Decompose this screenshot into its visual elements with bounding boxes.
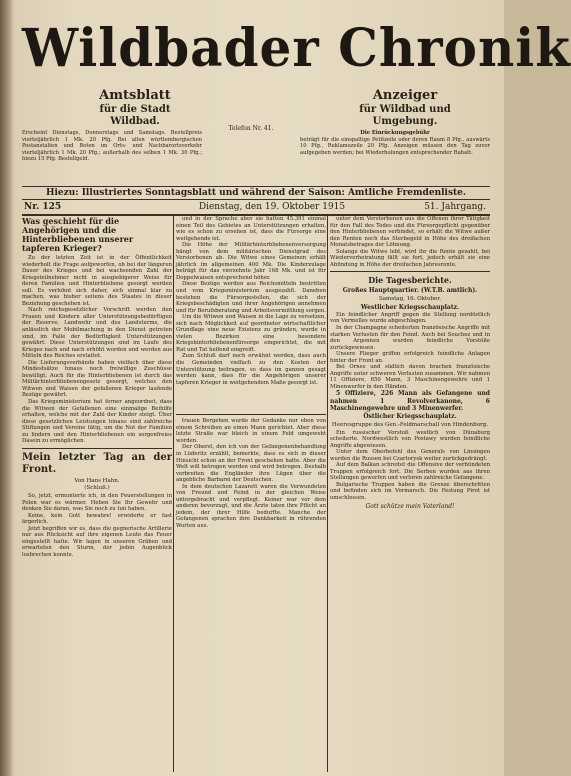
paragraph: Bulgarische Truppen haben die Grenze überschritten und befinden sich im Vormarsch. Die Festung Pirot ist umschlossen. (330, 481, 490, 501)
masthead (22, 8, 571, 88)
advertising-info-title: Die Einrückungsgebühr (360, 130, 430, 136)
supplement-ribbon: Hiezu: Illustriertes Sonntagsblatt und während der Saison: Amtliche Fremdenliste. (22, 186, 490, 200)
column-3 (330, 216, 490, 771)
front-title-west: Westlicher Kriegsschauplatz. (360, 303, 460, 311)
paragraph: Unsere Flieger griffen erfolgreich feindliche Anlagen hinter der Front an. (330, 351, 490, 364)
paragraph: Nach reichsgesetzlicher Vorschrift werden den Frauen und Kindern aller Unterstützungsbedürftigen der Reserve, Landwehr und des Landsturms, die anlässlich der Mobilmachung in den Dienst getreten sind, im Falle der Bedürftigkeit Unterstützungen gewährt. Diese Unterstützungen sind im Laufe des Krieges nach und nach erhöht worden und werden aus Mitteln des Reiches erstattet. (22, 307, 172, 360)
paragraph: Solange die Witwe lebt, wird ihr die Rente gezahlt, bei Wiederverheiratung fällt sie fort, jedoch erhält sie eine Abfindung in Höhe der dreifachen Jahresrente. (330, 248, 490, 268)
report-source: Großes Hauptquartier. (W.T.B. amtlich). (342, 287, 478, 295)
paragraph: unter dem Verstorbenen aus die Offenen ihrer Tätigkeit für den Fall des Todes und die Fürsorgepflicht gegenüber den Hinterbliebenen verbindet, so erhält die Witwe außer den Renten noch das Sterbegeld in Höhe des dreifachen Monatsbetrages der Löhnung. (330, 216, 490, 249)
paragraph: Unter dem Oberbefehl des Generals von Linsingen wurden die Russen bei Czartorysk weiter zurückgedrängt. (330, 449, 490, 462)
paragraph: In dem deutschen Lazarett waren die Verwundeten von Freund und Feind in der gleichen Weise untergebracht und verpflegt. Keiner war vor dem anderen bevorzugt, und die Ärzte taten ihre Pflicht an jedem, der ihrer Hilfe bedurfte. Manche der Gefangenen sprachen ihre Dankbarkeit in rührenden Worten aus. (176, 483, 326, 529)
subscription-info: Erscheint Dienstags, Donnerstags und Samstags. Bestellpreis vierteljährlich 1 Mk. 20 Pfg. Bei allen württembergischen Postanstalten und Boten im Orts- und Nachbarortsverkehr vierteljährlich 1 Mk. 20 Pfg.; außerhalb des selben 1 Mk. 30 Pfg.; hiezu 15 Pfg. Bestellgeld. (22, 130, 202, 163)
column-rule-2 (327, 216, 328, 772)
paragraph: Die Lieferungsverbände haben vielfach über diese Mindestsätze hinaus noch freiwillige Zuschüsse bewilligt. Auch für die Hinterbliebenen ist durch das Militärhinterbliebenengesetz gesorgt, welches den Witwen und Waisen der gefallenen Krieger laufende Bezüge gewährt. (22, 359, 172, 399)
paragraph: Die Höhe der Militärhinterbliebenenversorgung hängt von dem militärischen Dienstgrad des Verstorbenen ab. Die Witwe eines Gemeinen erhält jährlich im allgemeinen 400 Mk. Die Kinderzulage beträgt für das vierzehnte Jahr 168 Mk. und ist für Doppelwaisen entsprechend höher. (176, 242, 326, 281)
footer-motto: Gott schütze mein Vaterland! (365, 502, 455, 510)
newspaper-title: Wildbader Chronik (22, 16, 571, 79)
highlight-paragraph: 5 Offiziere, 226 Mann als Gefangene und nahmen 1 Revolverkanone, 6 Maschinengewehre und 3 Minenwerfer. (330, 390, 490, 413)
issue-number: Nr. 125 (24, 202, 62, 212)
army-group: Heeresgruppe des Gen.-Feldmarschall von Hindenburg. (331, 421, 489, 428)
paragraph: Zum Schluß darf noch erwähnt werden, dass auch die Gemeinden vielfach zu den Kosten der Unterstützung beitragen, so dass im ganzen gesagt werden kann, dass für die Angehörigen unserer tapferen Krieger in weitgehendem Maße gesorgt ist. (176, 353, 326, 386)
paragraph: trauen Bergehen wurde der Gedanke nur eben von einem Schreiben an einen Mann gerichtet. Aber diese letzte Straße war bleich in einem Feld umgeweht worden. (176, 418, 326, 444)
subtitle-right (350, 88, 460, 133)
paragraph: Bei Ornes und südlich davon brachen französische Angriffe unter schweren Verlusten zusammen. Wir nahmen 11 Offiziere, 650 Mann, 3 Maschinengewehre und 1 Minenwerfer in den Händen. (330, 364, 490, 390)
paragraph: und in der Sprache aber sie hatten 45.391 einmal einen Teil des Gebietes an Unterstützungen erhalten, wie es schon zu ersehen ist, dass die Fürsorge eine weitgehende ist. (176, 216, 326, 242)
feuilleton-headline: Mein letzter Tag an der Front. (22, 451, 172, 475)
column-1 (22, 216, 172, 771)
advertising-info (300, 130, 490, 156)
feuilleton-note: (Schluß.) (84, 485, 110, 492)
column-2 (176, 216, 326, 771)
paragraph: Das Kriegsministerium hat ferner angeordnet, dass die Witwen der Gefallenen eine einmalige Beihilfe erhalten, welche mit der Zahl der Kinder steigt. Über diese gesetzlichen Leistungen hinaus sind zahlreiche Stiftungen und Vereine tätig, um die Not der Familien zu lindern und den Hinterbliebenen ein sorgenfreies Dasein zu ermöglichen. (22, 399, 172, 445)
paragraph: So, jetzt, ermunterte ich, in den Feuerstellungen in Polen war es wärmer. Heben Sie Ihr Gewehr und denken Sie daran, was Sie noch zu tun haben. (22, 492, 172, 513)
subtitle-left-line1: Amtsblatt (99, 88, 171, 103)
paragraph: Ein feindlicher Angriff gegen die Stellung nordöstlich von Vermelles wurde abgeschlagen. (330, 311, 490, 325)
report-date: Samstag, 16. Oktober. (379, 296, 441, 303)
divider (176, 414, 326, 415)
divider (330, 271, 490, 272)
issue-bar (22, 201, 490, 216)
paragraph: Um die Witwen und Waisen in die Lage zu versetzen, sich nach Möglichkeit auf geordneter wirtschaftlicher Grundlage eine neue Existenz zu gründen, wurde in vielen Bezirken eine besondere Kriegshinterbliebenenfürsorge eingerichtet, die mit Rat und Tat helfend eingreift. (176, 314, 326, 353)
section-headline: Die Tagesberichte. (368, 275, 452, 286)
column-rule-1 (173, 216, 174, 772)
paragraph: Jetzt begriffen wir es, dass die gegnerische Artillerie nur aus Rücksicht auf ihre eigenen Leute das Feuer eingestellt hatte. Wir lagen in unseren Gräben und erwarteten den Sturm, der jeden Augenblick losbrechen konnte. (22, 525, 172, 558)
front-title-east: Östlicher Kriegsschauplatz. (363, 412, 457, 420)
paragraph: Zu der letzten Zeit ist in der Öffentlichkeit wiederholt die Frage aufgeworfen, ob bei der längeren Dauer des Krieges und bei wachsenden Zahl der Kriegsteilnehmer nicht in ausgiebigerer Weise für deren Familien und Hinterbliebene gesorgt werden soll. Es verlohnt sich daher, sich einmal klar zu machen, was bisher seitens des Staates in dieser Beziehung geschehen ist. (22, 255, 172, 307)
advertising-info-text: beträgt für die einspaltige Petitzeile oder deren Raum 8 Pfg., auswärts 10 Pfg., Reklamezeile 20 Pfg. Anzeigen müssen den Tag zuvor aufgegeben werden; bei Wiederholungen entsprechender Rabatt. (300, 136, 490, 156)
subtitle-right-line1: Anzeiger (372, 88, 438, 103)
divider (22, 448, 172, 449)
paragraph: Der Oberst, den ich von der Gefangenenbehandlung in Lüderitz erzählt, bemerkte, dass es sich in dieser Hinsicht schon an der Front geschehen hatte. Aber die Welt will betrogen werden und wird betrogen. Deshalb verbreiten die Engländer ihre Lügen über die angebliche Barbarei der Deutschen. (176, 444, 326, 484)
issue-date: Dienstag, den 19. Oktober 1915 (198, 202, 346, 212)
subtitle-right-line2: für Wildbad und Umgebung. (359, 104, 451, 127)
paragraph: Keine, kein Gott bewahre! erwiderte er fast ärgerlich. (22, 512, 172, 526)
article-headline: Was geschieht für die Angehörigen und die Hinterbliebenen unserer tapferen Krieger? (22, 216, 134, 253)
book-spine (0, 0, 14, 776)
feuilleton-byline: Von Hans Hahn. (74, 477, 120, 484)
paragraph: In der Champagne scheiterten französische Angriffe mit starken Verlusten für den Feind. Auch bei Souchez und in den Argonnen wurden feindliche Vorstöße zurückgewiesen. (330, 325, 490, 351)
issue-year: 51. Jahrgang. (424, 202, 486, 212)
subtitle-left-line2: für die Stadt Wildbad. (99, 104, 171, 127)
paragraph: Diese Bezüge werden aus Reichsmitteln bestritten und vom Kriegsministerium ausgezahlt. Daneben bestehen die Fürsorgestellen, die sich der Kriegsbeschädigten und ihrer Angehörigen annehmen und für Berufsberatung und Arbeitsvermittlung sorgen. (176, 281, 326, 314)
telephone-info: Telefon Nr. 41. (228, 125, 274, 132)
paragraph: Auf dem Balkan schreitet die Offensive der verbündeten Truppen erfolgreich fort. Die Serben wurden aus ihren Stellungen geworfen und verloren zahlreiche Gefangene. (330, 462, 490, 482)
paragraph: Ein russischer Vorstoß westlich von Dünaburg scheiterte. Nordwestlich von Postawy wurden feindliche Angriffe abgewiesen. (330, 429, 490, 449)
subtitle-left (80, 88, 190, 133)
